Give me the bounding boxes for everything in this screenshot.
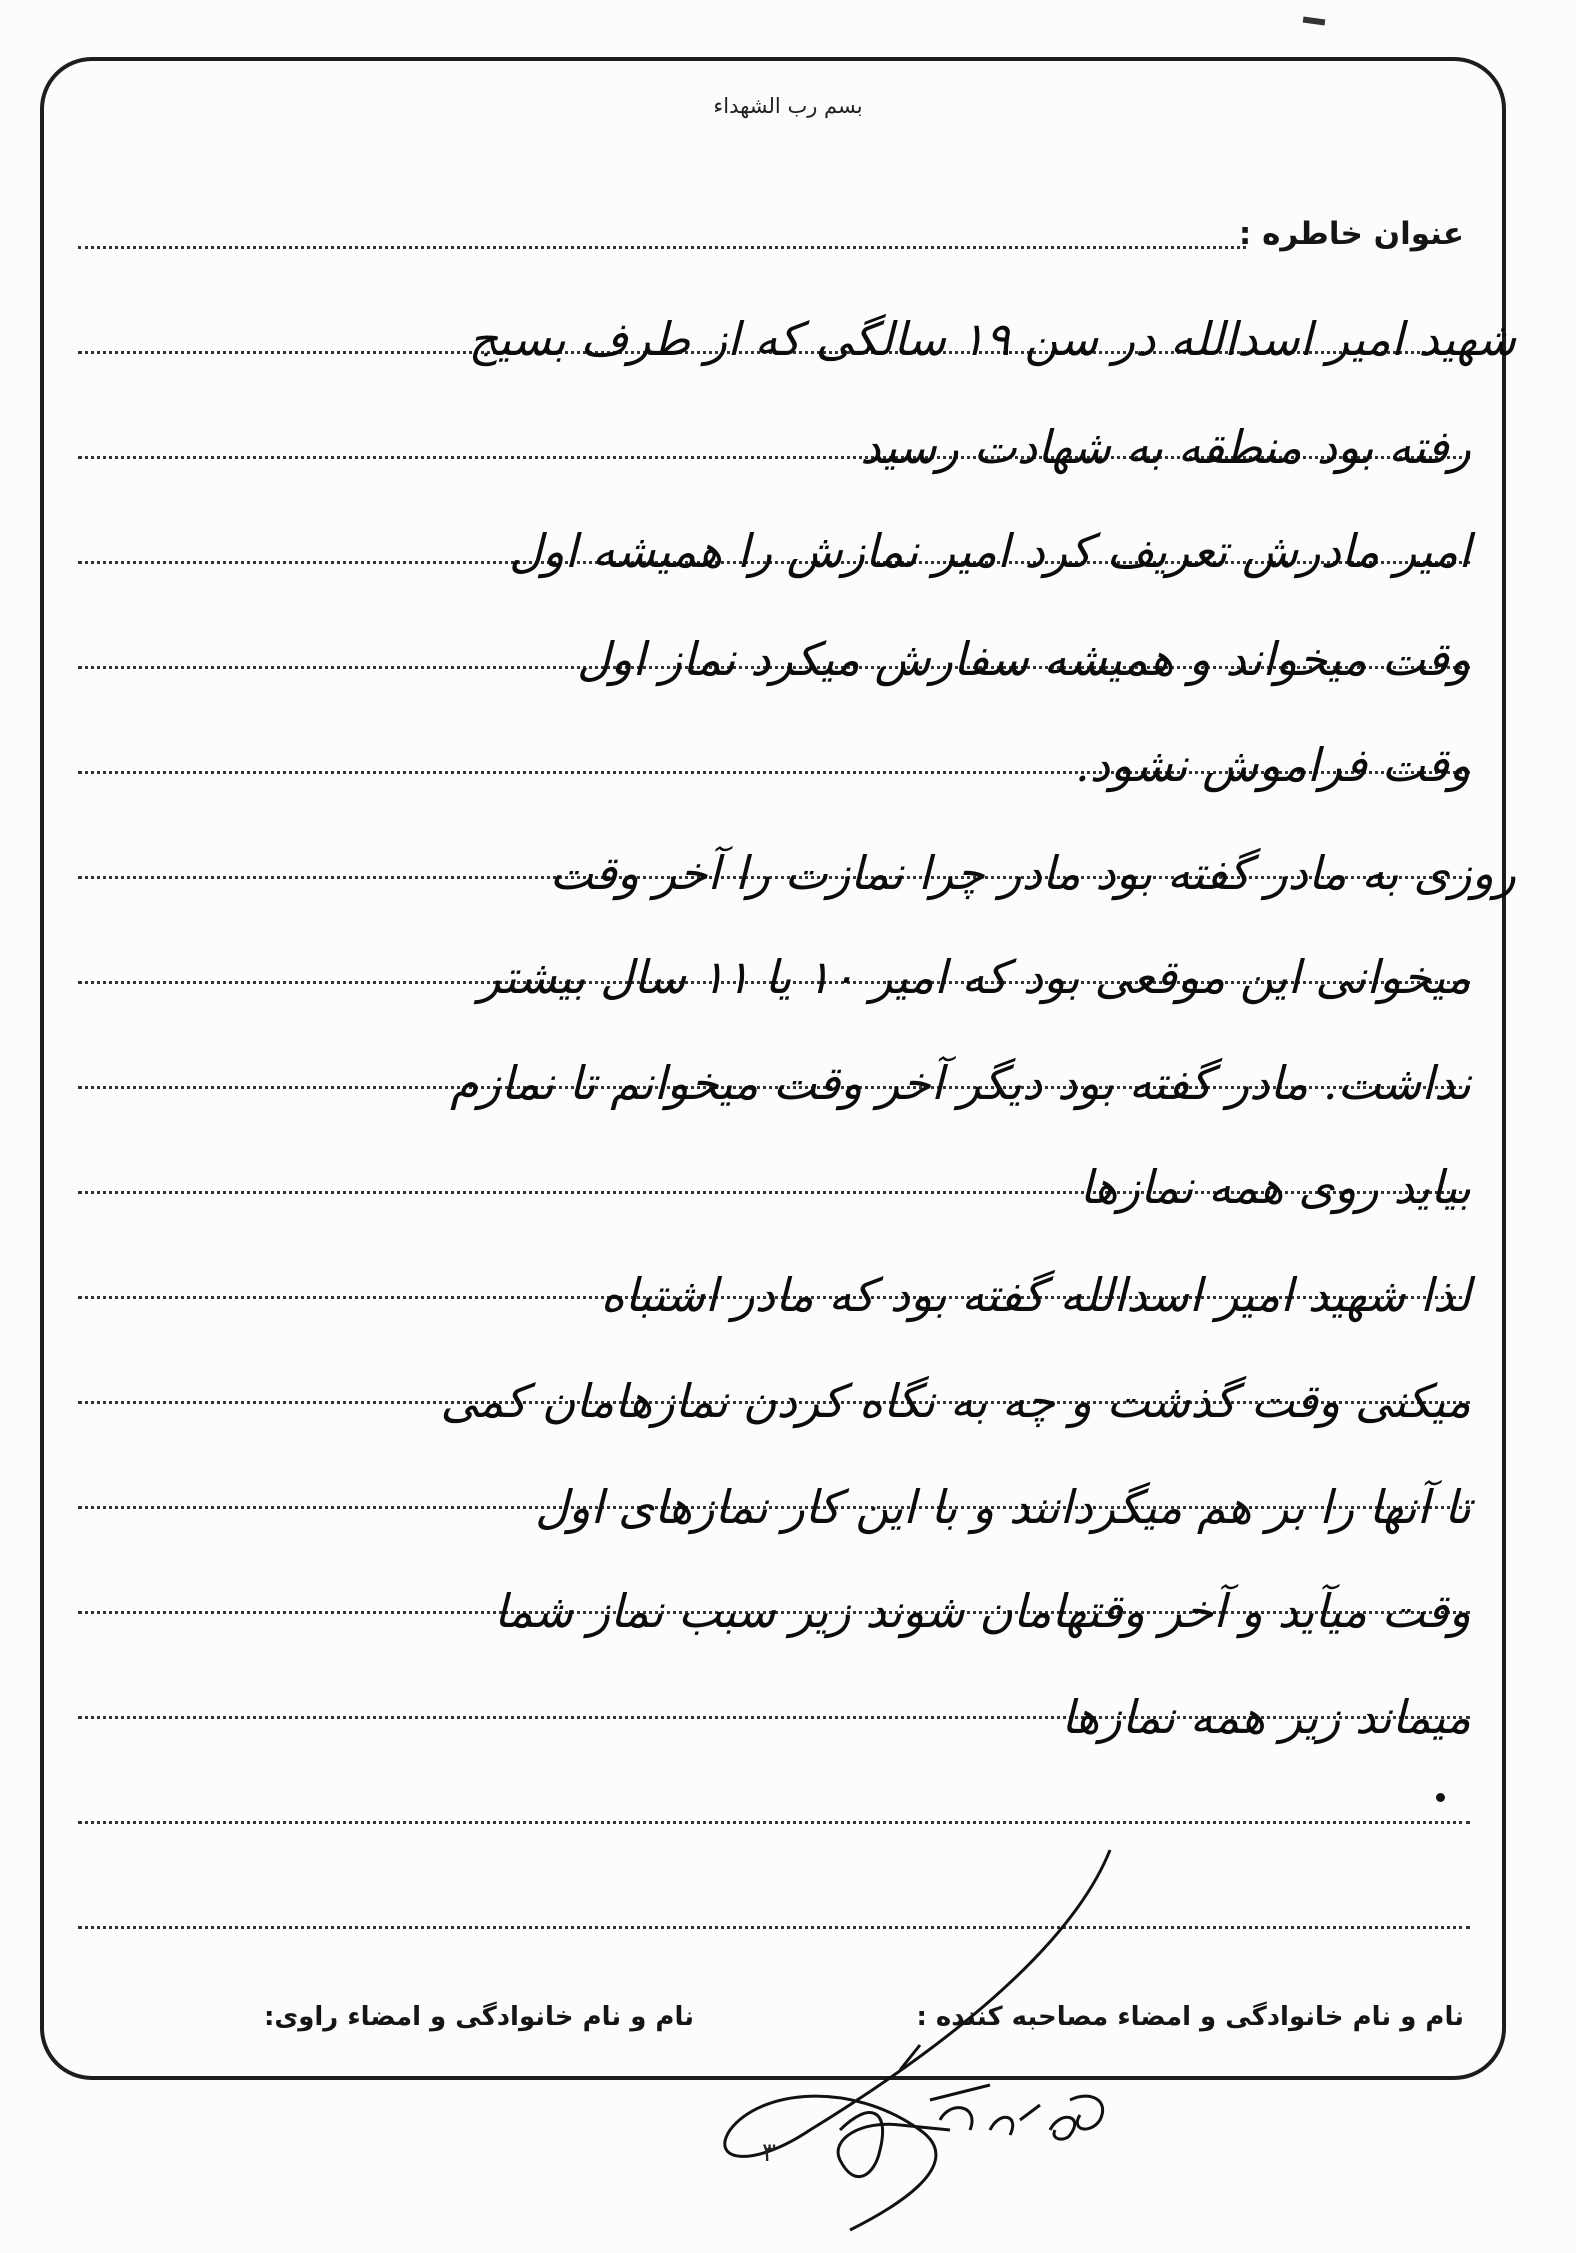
handwritten-line: میکنی وقت گذشت و چه به نگاه کردن نمازهامان کمی — [440, 1374, 1471, 1428]
handwritten-line: تا آنها را بر هم میگردانند و با این کار نمازهای اول — [535, 1480, 1471, 1534]
ink-dot — [1436, 1793, 1445, 1802]
ruled-line — [78, 1821, 1470, 1824]
handwritten-line: رفته بود منطقه به شهادت رسید — [860, 420, 1471, 474]
handwritten-line: نداشت. مادر گفته بود دیگر آخر وقت میخوانم تا نمازم — [450, 1056, 1471, 1110]
handwritten-line: لذا شهید امیر اسدالله گفته بود که مادر اشتباه — [600, 1268, 1471, 1322]
handwritten-line: میخوانی این موقعی بود که امیر ۱۰ یا ۱۱ سال بیشتر — [478, 950, 1471, 1004]
handwritten-line: بیاید روی همه نمازها — [1079, 1160, 1471, 1214]
narrator-signature-label: نام و نام خانوادگی و امضاء راوی: — [264, 2002, 694, 2032]
handwritten-line: وقت میخواند و همیشه سفارش میکرد نماز اول — [576, 632, 1471, 686]
scan-artifact — [1303, 16, 1326, 25]
interviewer-signature-label: نام و نام خانوادگی و امضاء مصاحبه کننده : — [916, 2002, 1464, 2032]
ruled-line — [78, 246, 1246, 249]
interviewer-signature — [690, 1830, 1250, 2250]
page-header: بسم رب الشهداء — [713, 94, 863, 118]
handwritten-line: وقت فراموش نشود. — [1074, 738, 1471, 792]
handwritten-line: میماند زیر همه نمازها — [1061, 1690, 1471, 1744]
handwritten-line: وقت میآید و آخر وقتهامان شوند زیر سبب نماز شما — [493, 1584, 1471, 1638]
handwritten-line: روزی به مادر گفته بود مادر چرا نمازت را آخر وقت — [549, 846, 1516, 900]
handwritten-line: شهید امیر اسدالله در سن ۱۹ سالگی که از طرف بسیج — [468, 312, 1516, 366]
handwritten-line: امیر مادرش تعریف کرد امیر نمازش را همیشه اول — [508, 524, 1471, 578]
memory-title-label: عنوان خاطره : — [1238, 216, 1464, 252]
page-number: ۳ — [762, 2138, 776, 2168]
